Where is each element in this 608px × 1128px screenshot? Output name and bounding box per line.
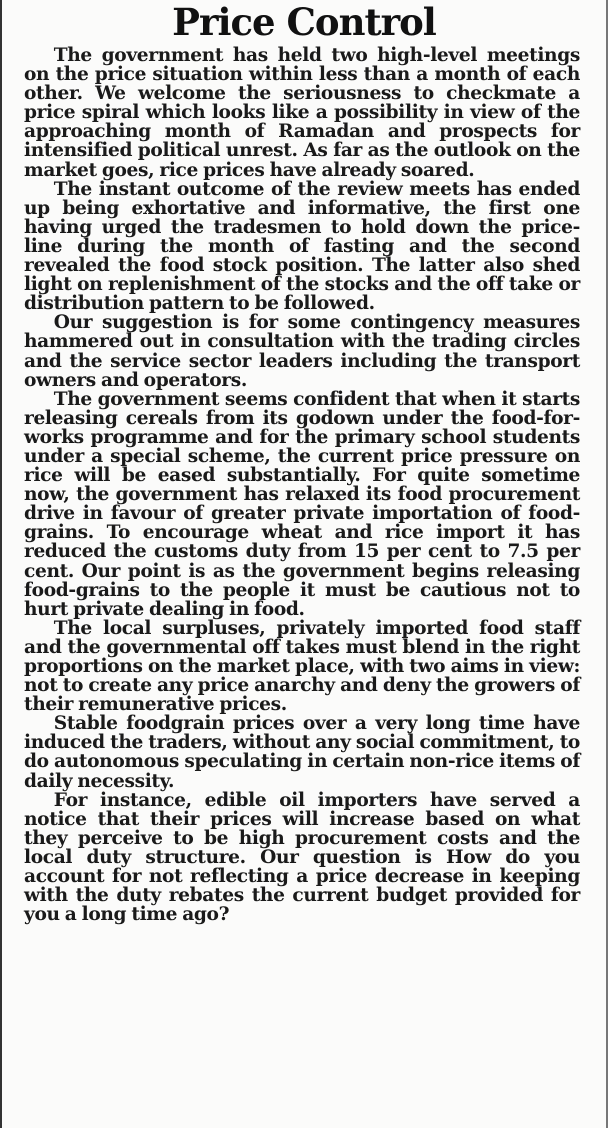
paragraph-2: The instant outcome of the review meets has ended up being exhortative and informative, the first one having urged the tradesmen to hold down the price-line during the month of fasting and the second revealed the food stock position. The latter also shed light on replenishment of the stocks and the off take or distribution pattern to be followed. [24, 178, 580, 315]
article-headline: Price Control [172, 0, 436, 44]
paragraph-7: For instance, edible oil importers have served a notice that their prices will increase based on what they perceive to be high procurement costs and the local duty structure. Our question is How do you account for not reflecting a price decrease in keeping with the duty rebates the current budget provided for you a long time ago? [24, 789, 580, 926]
article-body [24, 46, 580, 924]
paragraph-1: The government has held two high-level meetings on the price situation within less than a month of each other. We welcome the seriousness to checkmate a price spiral which looks like a possibility in view of the approaching month of Ramadan and prospects for intensified political unrest. As far as the outlook on the market goes, rice prices have already soared. [24, 45, 580, 181]
paragraph-3: Our suggestion is for some contingency measures hammered out in consultation with the trading circles and the service sector leaders including the transport owners and operators. [24, 312, 580, 391]
paragraph-6: Stable foodgrain prices over a very long time have induced the traders, without any social commitment, to do autonomous speculating in certain non-rice items of daily necessity. [24, 713, 580, 792]
paragraph-4: The government seems confident that when it starts releasing cereals from its godown under the food-for-works programme and for the primary school students under a special scheme, the current price pressure on rice will be eased substantially. For quite sometime now, the government has relaxed its food procurement drive in favour of greater private importation of food-grains. To encourage wheat and rice import it has reduced the customs duty from 15 per cent to 7.5 per cent. Our point is as the government begins releasing food-grains to the people it must be cautious not to hurt private dealing in food. [24, 388, 580, 620]
paragraph-5: The local surpluses, privately imported food staff and the governmental off takes must blend in the right proportions on the market place, with two aims in view: not to create any price anarchy and deny the growers of their remunerative prices. [24, 617, 580, 716]
